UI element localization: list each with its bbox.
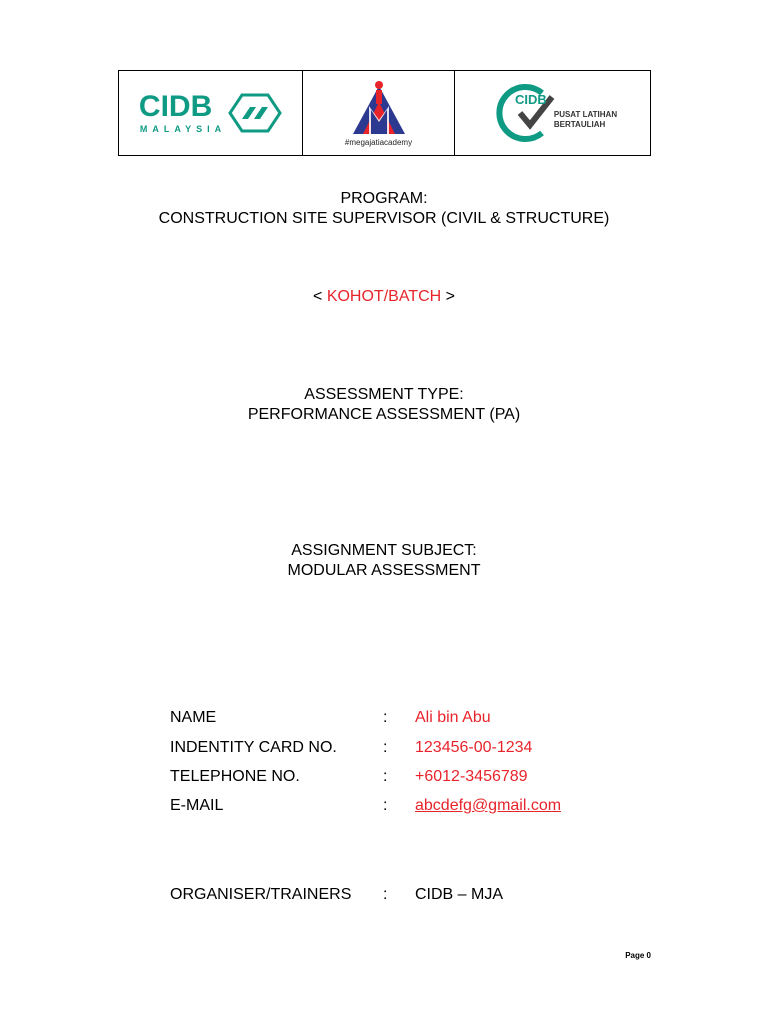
assessment-heading: [0, 385, 768, 425]
batch-placeholder: [0, 287, 768, 307]
organiser-colon: :: [383, 886, 388, 903]
mja-logo-cell: [303, 71, 455, 155]
program-label: PROGRAM:: [340, 190, 428, 207]
plb-logo-word: CIDB: [515, 92, 547, 107]
detail-colon: :: [383, 709, 388, 726]
program-value: CONSTRUCTION SITE SUPERVISOR (CIVIL & STRUCTURE): [158, 210, 610, 227]
subject-value: MODULAR ASSESSMENT: [287, 562, 481, 579]
organiser-label: ORGANISER/TRAINERS: [170, 886, 352, 903]
plb-logo-cell: [455, 71, 650, 155]
program-heading: [0, 189, 768, 229]
batch-open: <: [313, 288, 327, 305]
detail-value: 123456-00-1234: [415, 739, 533, 756]
cidb-logo-sub: MALAYSIA: [139, 124, 227, 134]
subject-heading: [0, 541, 768, 581]
cidb-hexagon-icon: [228, 93, 282, 133]
detail-label: NAME: [170, 709, 217, 726]
pusat-latihan-bertauliah-logo: [488, 83, 617, 143]
assessment-label: ASSESSMENT TYPE:: [304, 386, 464, 403]
detail-colon: :: [383, 739, 388, 756]
assessment-value: PERFORMANCE ASSESSMENT (PA): [247, 406, 521, 423]
mja-mountain-icon: [347, 80, 411, 136]
cidb-malaysia-logo: [139, 92, 282, 134]
detail-colon: :: [383, 768, 388, 785]
logo-header-table: [118, 70, 651, 156]
cidb-logo-word: CIDB: [138, 90, 213, 123]
detail-label: E-MAIL: [170, 797, 224, 814]
page-number: Page 0: [625, 951, 651, 960]
cidb-logo-cell: [119, 71, 303, 155]
detail-colon: :: [383, 797, 388, 814]
batch-close: >: [441, 288, 455, 305]
mega-jati-academy-logo: [345, 80, 412, 147]
plb-line2: BERTAULIAH: [553, 120, 606, 129]
detail-value: +6012-3456789: [415, 768, 528, 785]
detail-label: INDENTITY CARD NO.: [170, 739, 337, 756]
mja-tagline: #megajatiacademy: [344, 137, 413, 147]
detail-label: TELEPHONE NO.: [170, 768, 300, 785]
email-link[interactable]: abcdefg@gmail.com: [415, 797, 562, 814]
detail-value: Ali bin Abu: [415, 709, 491, 726]
plb-line1: PUSAT LATIHAN: [553, 110, 618, 119]
subject-label: ASSIGNMENT SUBJECT:: [291, 542, 477, 559]
batch-text: KOHOT/BATCH: [326, 288, 442, 305]
organiser-value: CIDB – MJA: [415, 886, 504, 903]
